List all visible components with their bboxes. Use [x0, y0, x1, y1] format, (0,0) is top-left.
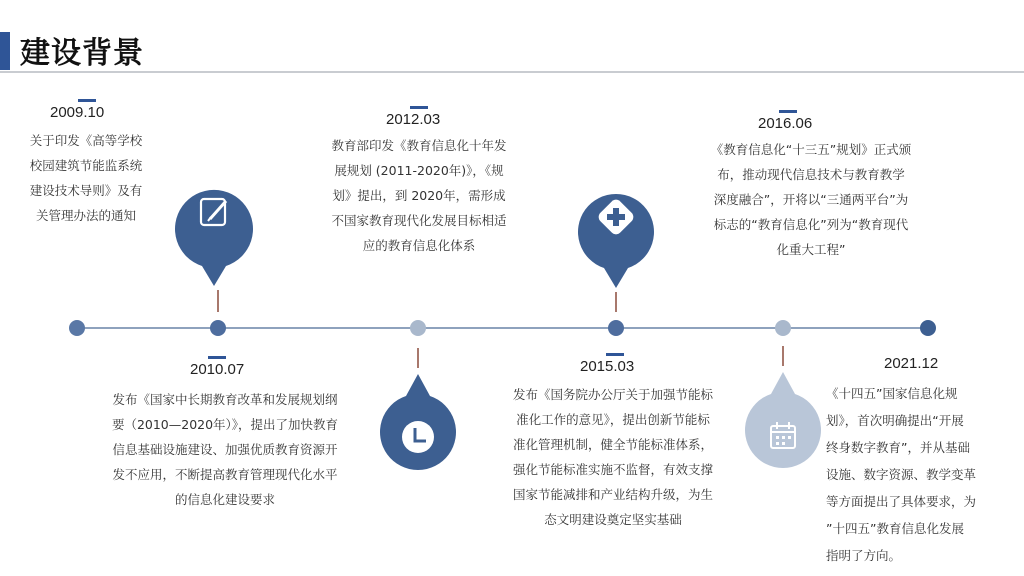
desc-line: 化重大工程” [776, 242, 846, 257]
pin-2009 [175, 190, 253, 286]
timeline-node-2016 [775, 320, 791, 336]
event-date-2015: 2015.03 [580, 358, 635, 375]
desc-line: 展规划 (2011-2020年)》，《规 [334, 163, 504, 178]
date-accent-2015 [606, 353, 624, 356]
desc-line: 校园建筑节能监系统 [29, 158, 143, 173]
date-accent-2009 [78, 99, 96, 102]
desc-line: 关管理办法的通知 [35, 208, 136, 223]
desc-line: 等方面提出了具体要求，为 [826, 494, 977, 509]
event-date-2021: 2021.12 [884, 355, 939, 372]
timeline-node-2010 [210, 320, 226, 336]
clock-icon [402, 421, 434, 453]
event-date-2009: 2009.10 [50, 104, 105, 121]
desc-line: 关于印发《高等学校 [29, 133, 143, 148]
desc-line: 准化工作的意见》，提出创新节能标 [516, 412, 710, 427]
timeline-node-2012 [410, 320, 426, 336]
desc-line: 指明了方向。 [826, 548, 902, 563]
desc-line: 终身数字教育”，并从基础 [826, 440, 970, 455]
event-date-2010: 2010.07 [190, 361, 245, 378]
desc-line: 国家节能减排和产业结构升级，为生 [512, 487, 713, 502]
timeline-node-2015 [608, 320, 624, 336]
desc-line: 划》，首次明确提出“开展 [826, 413, 964, 428]
event-desc-2015 [482, 382, 744, 532]
page-title: 建设背景 [20, 36, 144, 71]
desc-line: 建设技术导则》及有 [29, 183, 143, 198]
event-date-2012: 2012.03 [386, 111, 441, 128]
desc-line: 应的教育信息化体系 [362, 238, 476, 253]
date-accent-2010 [208, 356, 226, 359]
desc-line: 布，推动现代信息技术与教育教学 [717, 167, 905, 182]
pin-2010 [380, 374, 456, 470]
desc-line: 发不应用，不断提高教育管理现代化水平 [112, 467, 338, 482]
timeline-node-start [69, 320, 85, 336]
desc-line: 教育部印发《教育信息化十年发 [331, 138, 507, 153]
date-accent-2012 [410, 106, 428, 109]
pin-2016 [745, 372, 821, 468]
timeline-node-end [920, 320, 936, 336]
event-desc-2016 [680, 137, 942, 262]
desc-line: 《教育信息化“十三五”规划》正式颁 [710, 142, 912, 157]
desc-line: 设施、数字资源、教学变革 [826, 467, 977, 482]
desc-line: 不国家教育现代化发展目标相适 [331, 213, 507, 228]
desc-line: 准化管理机制，健全节能标准体系， [512, 437, 713, 452]
event-desc-2021 [826, 380, 1022, 569]
desc-line: 信息基础设施建设、加强优质教育资源开 [112, 442, 338, 457]
desc-line: 标志的“教育信息化”列为“教育现代 [713, 217, 909, 232]
event-desc-2010 [75, 387, 375, 512]
event-desc-2009 [5, 128, 167, 228]
event-date-2016: 2016.06 [758, 115, 813, 132]
desc-line: 发布《国家中长期教育改革和发展规划纲 [112, 392, 338, 407]
desc-line: 强化节能标准实施不监督，有效支撑 [512, 462, 713, 477]
desc-line: 《十四五”国家信息化规 [826, 386, 958, 401]
desc-line: 深度融合”，开将以“三通两平台”为 [713, 192, 909, 207]
desc-line: 态文明建设奠定坚实基础 [544, 512, 682, 527]
pin-2015 [578, 194, 654, 288]
event-desc-2012 [303, 133, 535, 258]
desc-line: ”十四五”教育信息化发展 [826, 521, 964, 536]
desc-line: 的信息化建设要求 [174, 492, 275, 507]
desc-line: 划》提出，到 2020年，需形成 [332, 188, 506, 203]
date-accent-2016 [779, 110, 797, 113]
desc-line: 要（2010—2020年）》，提出了加快教育 [111, 417, 339, 432]
desc-line: 发布《国务院办公厅关于加强节能标 [512, 387, 713, 402]
